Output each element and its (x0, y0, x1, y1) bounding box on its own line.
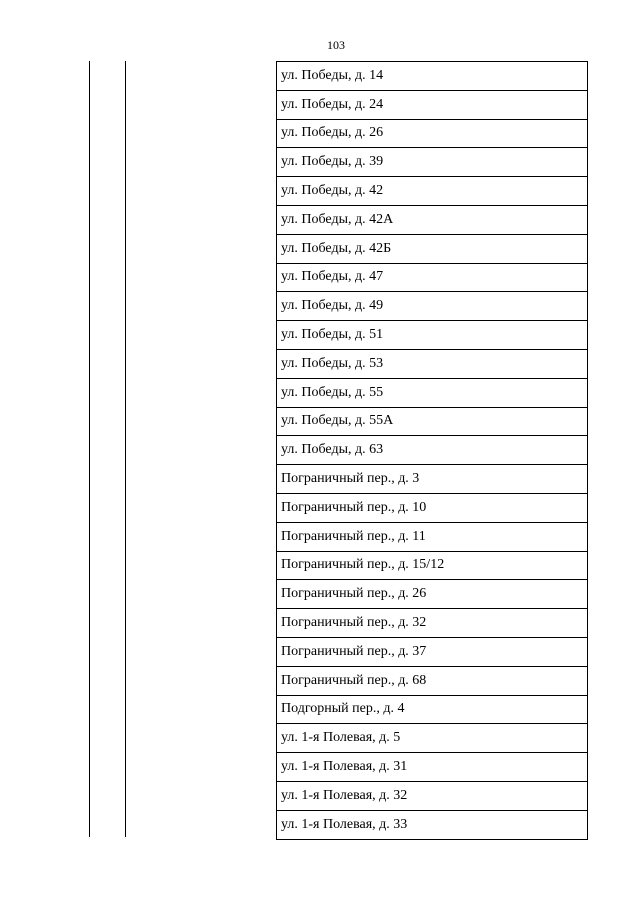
table-row (277, 637, 588, 666)
table-row (277, 781, 588, 810)
address-cell: ул. Победы, д. 49 (277, 292, 588, 321)
address-cell: ул. Победы, д. 26 (277, 119, 588, 148)
table-row (277, 234, 588, 263)
table-row (277, 810, 588, 839)
table-row (277, 378, 588, 407)
address-cell: ул. Победы, д. 47 (277, 263, 588, 292)
address-cell: ул. Победы, д. 24 (277, 90, 588, 119)
table-row (277, 90, 588, 119)
table-row (277, 695, 588, 724)
table-row (277, 62, 588, 91)
address-cell: ул. Победы, д. 53 (277, 349, 588, 378)
table-row (277, 205, 588, 234)
address-cell: ул. Победы, д. 42Б (277, 234, 588, 263)
address-cell: ул. 1-я Полевая, д. 33 (277, 810, 588, 839)
address-cell: ул. Победы, д. 14 (277, 62, 588, 91)
table-row (277, 292, 588, 321)
table-row (277, 119, 588, 148)
address-cell: ул. Победы, д. 42А (277, 205, 588, 234)
address-cell: Пограничный пер., д. 37 (277, 637, 588, 666)
address-cell: Пограничный пер., д. 11 (277, 522, 588, 551)
table-row (277, 436, 588, 465)
address-cell: Пограничный пер., д. 32 (277, 609, 588, 638)
address-cell: ул. 1-я Полевая, д. 5 (277, 724, 588, 753)
address-cell: ул. 1-я Полевая, д. 32 (277, 781, 588, 810)
address-cell: Пограничный пер., д. 26 (277, 580, 588, 609)
table-row (277, 148, 588, 177)
table-row (277, 263, 588, 292)
table-row (277, 609, 588, 638)
address-cell: Пограничный пер., д. 10 (277, 493, 588, 522)
address-cell: Пограничный пер., д. 15/12 (277, 551, 588, 580)
address-cell: ул. Победы, д. 42 (277, 177, 588, 206)
table-row (277, 724, 588, 753)
table-row (277, 580, 588, 609)
address-cell: ул. Победы, д. 51 (277, 321, 588, 350)
address-cell: ул. Победы, д. 39 (277, 148, 588, 177)
page-number: 103 (327, 38, 345, 52)
table-row (277, 465, 588, 494)
address-cell: ул. 1-я Полевая, д. 31 (277, 753, 588, 782)
table-row (277, 753, 588, 782)
table-row (277, 493, 588, 522)
address-cell: Подгорный пер., д. 4 (277, 695, 588, 724)
table-row (277, 666, 588, 695)
address-cell: ул. Победы, д. 55 (277, 378, 588, 407)
table-row (277, 522, 588, 551)
address-cell: ул. Победы, д. 63 (277, 436, 588, 465)
table-row (277, 349, 588, 378)
address-table (276, 61, 588, 840)
table-column-border-left (89, 61, 90, 837)
table-column-border-middle (125, 61, 126, 837)
table-row (277, 407, 588, 436)
table-row (277, 321, 588, 350)
table-row (277, 177, 588, 206)
address-cell: Пограничный пер., д. 68 (277, 666, 588, 695)
address-cell: Пограничный пер., д. 3 (277, 465, 588, 494)
table-row (277, 551, 588, 580)
address-cell: ул. Победы, д. 55А (277, 407, 588, 436)
